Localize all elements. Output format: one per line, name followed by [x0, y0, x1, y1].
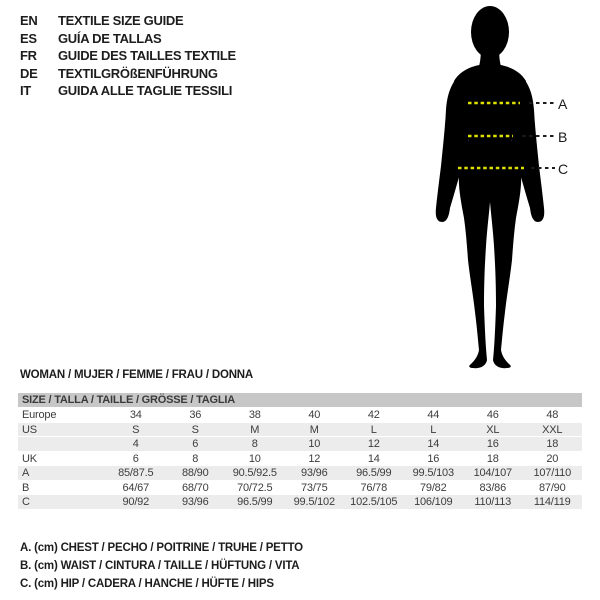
language-row — [20, 30, 236, 48]
size-cell: 102.5/105 — [350, 496, 398, 508]
size-cell: 93/96 — [181, 496, 209, 508]
guide-title-it: GUIDA ALLE TAGLIE TESSILI — [58, 83, 233, 98]
size-cell: 90.5/92.5 — [232, 467, 277, 479]
table-row — [18, 408, 582, 423]
table-title: WOMAN / MUJER / FEMME / FRAU / DONNA — [20, 369, 254, 381]
size-cell: M — [250, 423, 260, 436]
size-cell: 96.5/99 — [237, 496, 273, 508]
size-cell: 36 — [189, 409, 202, 421]
row-label: Europe — [22, 409, 57, 421]
guide-title-es: GUÍA DE TALLAS — [58, 30, 162, 46]
size-cell: 6 — [192, 438, 199, 450]
legend-waist: B. (cm) WAIST / CINTURA / TAILLE / HÜFTUNG / VITA — [20, 560, 300, 572]
size-cell: L — [370, 423, 377, 436]
size-cell: 106/109 — [414, 496, 453, 508]
language-code: EN — [20, 13, 38, 28]
measure-label-c: C — [558, 161, 569, 177]
table-row — [18, 452, 582, 467]
size-cell: 85/87.5 — [118, 467, 154, 479]
size-cell: 12 — [367, 438, 380, 450]
size-cell: 104/107 — [473, 467, 512, 479]
language-row — [20, 65, 236, 83]
size-cell: 42 — [367, 409, 380, 421]
size-cell: 46 — [486, 409, 499, 421]
size-cell: 40 — [308, 409, 321, 421]
row-label: US — [22, 423, 37, 436]
size-cell: 76/78 — [360, 481, 388, 494]
size-cell: 16 — [486, 438, 499, 450]
size-cell: 10 — [308, 438, 321, 450]
size-cell: 16 — [427, 452, 440, 465]
size-cell: 8 — [251, 438, 258, 450]
size-cell: 18 — [486, 452, 499, 465]
size-cell: 110/113 — [474, 496, 512, 508]
measurement-legend — [20, 539, 303, 593]
size-cell: 38 — [248, 409, 261, 421]
language-title-list — [20, 12, 236, 100]
size-cell: 79/82 — [419, 481, 447, 494]
size-cell: S — [132, 423, 140, 436]
size-cell: 90/92 — [122, 496, 150, 508]
row-label: C — [22, 496, 30, 508]
language-row — [20, 12, 236, 30]
size-cell: L — [430, 423, 437, 436]
size-cell: 10 — [248, 452, 261, 465]
size-cell: XL — [486, 423, 500, 436]
table-row — [18, 495, 582, 510]
size-cell: 4 — [132, 438, 139, 450]
row-label: A — [22, 467, 30, 479]
measure-label-b: B — [558, 129, 568, 145]
size-cell: 6 — [132, 452, 139, 465]
size-cell: 14 — [427, 438, 440, 450]
guide-title-en: TEXTILE SIZE GUIDE — [58, 13, 184, 28]
size-cell: 12 — [308, 452, 321, 465]
table-row — [18, 437, 582, 452]
size-cell: 44 — [427, 409, 440, 421]
size-cell: 99.5/103 — [412, 467, 454, 479]
row-label — [18, 437, 106, 451]
table-row — [18, 466, 582, 481]
legend-hip: C. (cm) HIP / CADERA / HANCHE / HÜFTE / HIPS — [20, 578, 274, 590]
size-cell: 18 — [546, 438, 559, 450]
size-cell: 93/96 — [300, 467, 328, 479]
language-code: ES — [20, 30, 37, 46]
size-cell: 99.5/102 — [293, 496, 335, 508]
size-cell: 83/86 — [479, 481, 507, 494]
size-cell: 88/90 — [181, 467, 209, 479]
size-table-rows — [18, 408, 582, 510]
table-row — [18, 423, 582, 438]
legend-chest: A. (cm) CHEST / PECHO / POITRINE / TRUHE / PETTO — [20, 542, 303, 554]
language-row — [20, 47, 236, 65]
size-cell: 73/75 — [300, 481, 328, 494]
size-cell: S — [191, 423, 199, 436]
language-code: IT — [20, 83, 31, 98]
size-cell: 96.5/99 — [356, 467, 392, 479]
size-cell: 14 — [367, 452, 380, 465]
row-label: B — [22, 481, 30, 494]
language-row — [20, 82, 236, 100]
size-cell: 107/110 — [533, 467, 572, 479]
size-cell: M — [309, 423, 319, 436]
size-table-header: SIZE / TALLA / TAILLE / GRÖSSE / TAGLIA — [18, 393, 582, 407]
table-row — [18, 481, 582, 496]
size-cell: XXL — [542, 423, 563, 436]
size-cell: 34 — [129, 409, 142, 421]
size-cell: 87/90 — [538, 481, 566, 494]
size-table — [18, 393, 582, 510]
row-label: UK — [22, 452, 37, 465]
size-cell: 68/70 — [181, 481, 209, 494]
size-cell: 20 — [546, 452, 559, 465]
size-cell: 48 — [546, 409, 559, 421]
size-cell: 8 — [192, 452, 199, 465]
language-code: FR — [20, 48, 37, 63]
size-cell: 114/119 — [533, 496, 571, 508]
size-cell: 70/72.5 — [237, 481, 273, 494]
language-code: DE — [20, 65, 38, 81]
guide-title-fr: GUIDE DES TAILLES TEXTILE — [58, 48, 236, 63]
woman-body-silhouette-icon — [398, 2, 598, 374]
size-cell: 64/67 — [122, 481, 150, 494]
guide-title-de: TEXTILGRÖßENFÜHRUNG — [58, 65, 218, 81]
measure-label-a: A — [558, 96, 568, 112]
woman-silhouette-figure — [398, 2, 598, 374]
